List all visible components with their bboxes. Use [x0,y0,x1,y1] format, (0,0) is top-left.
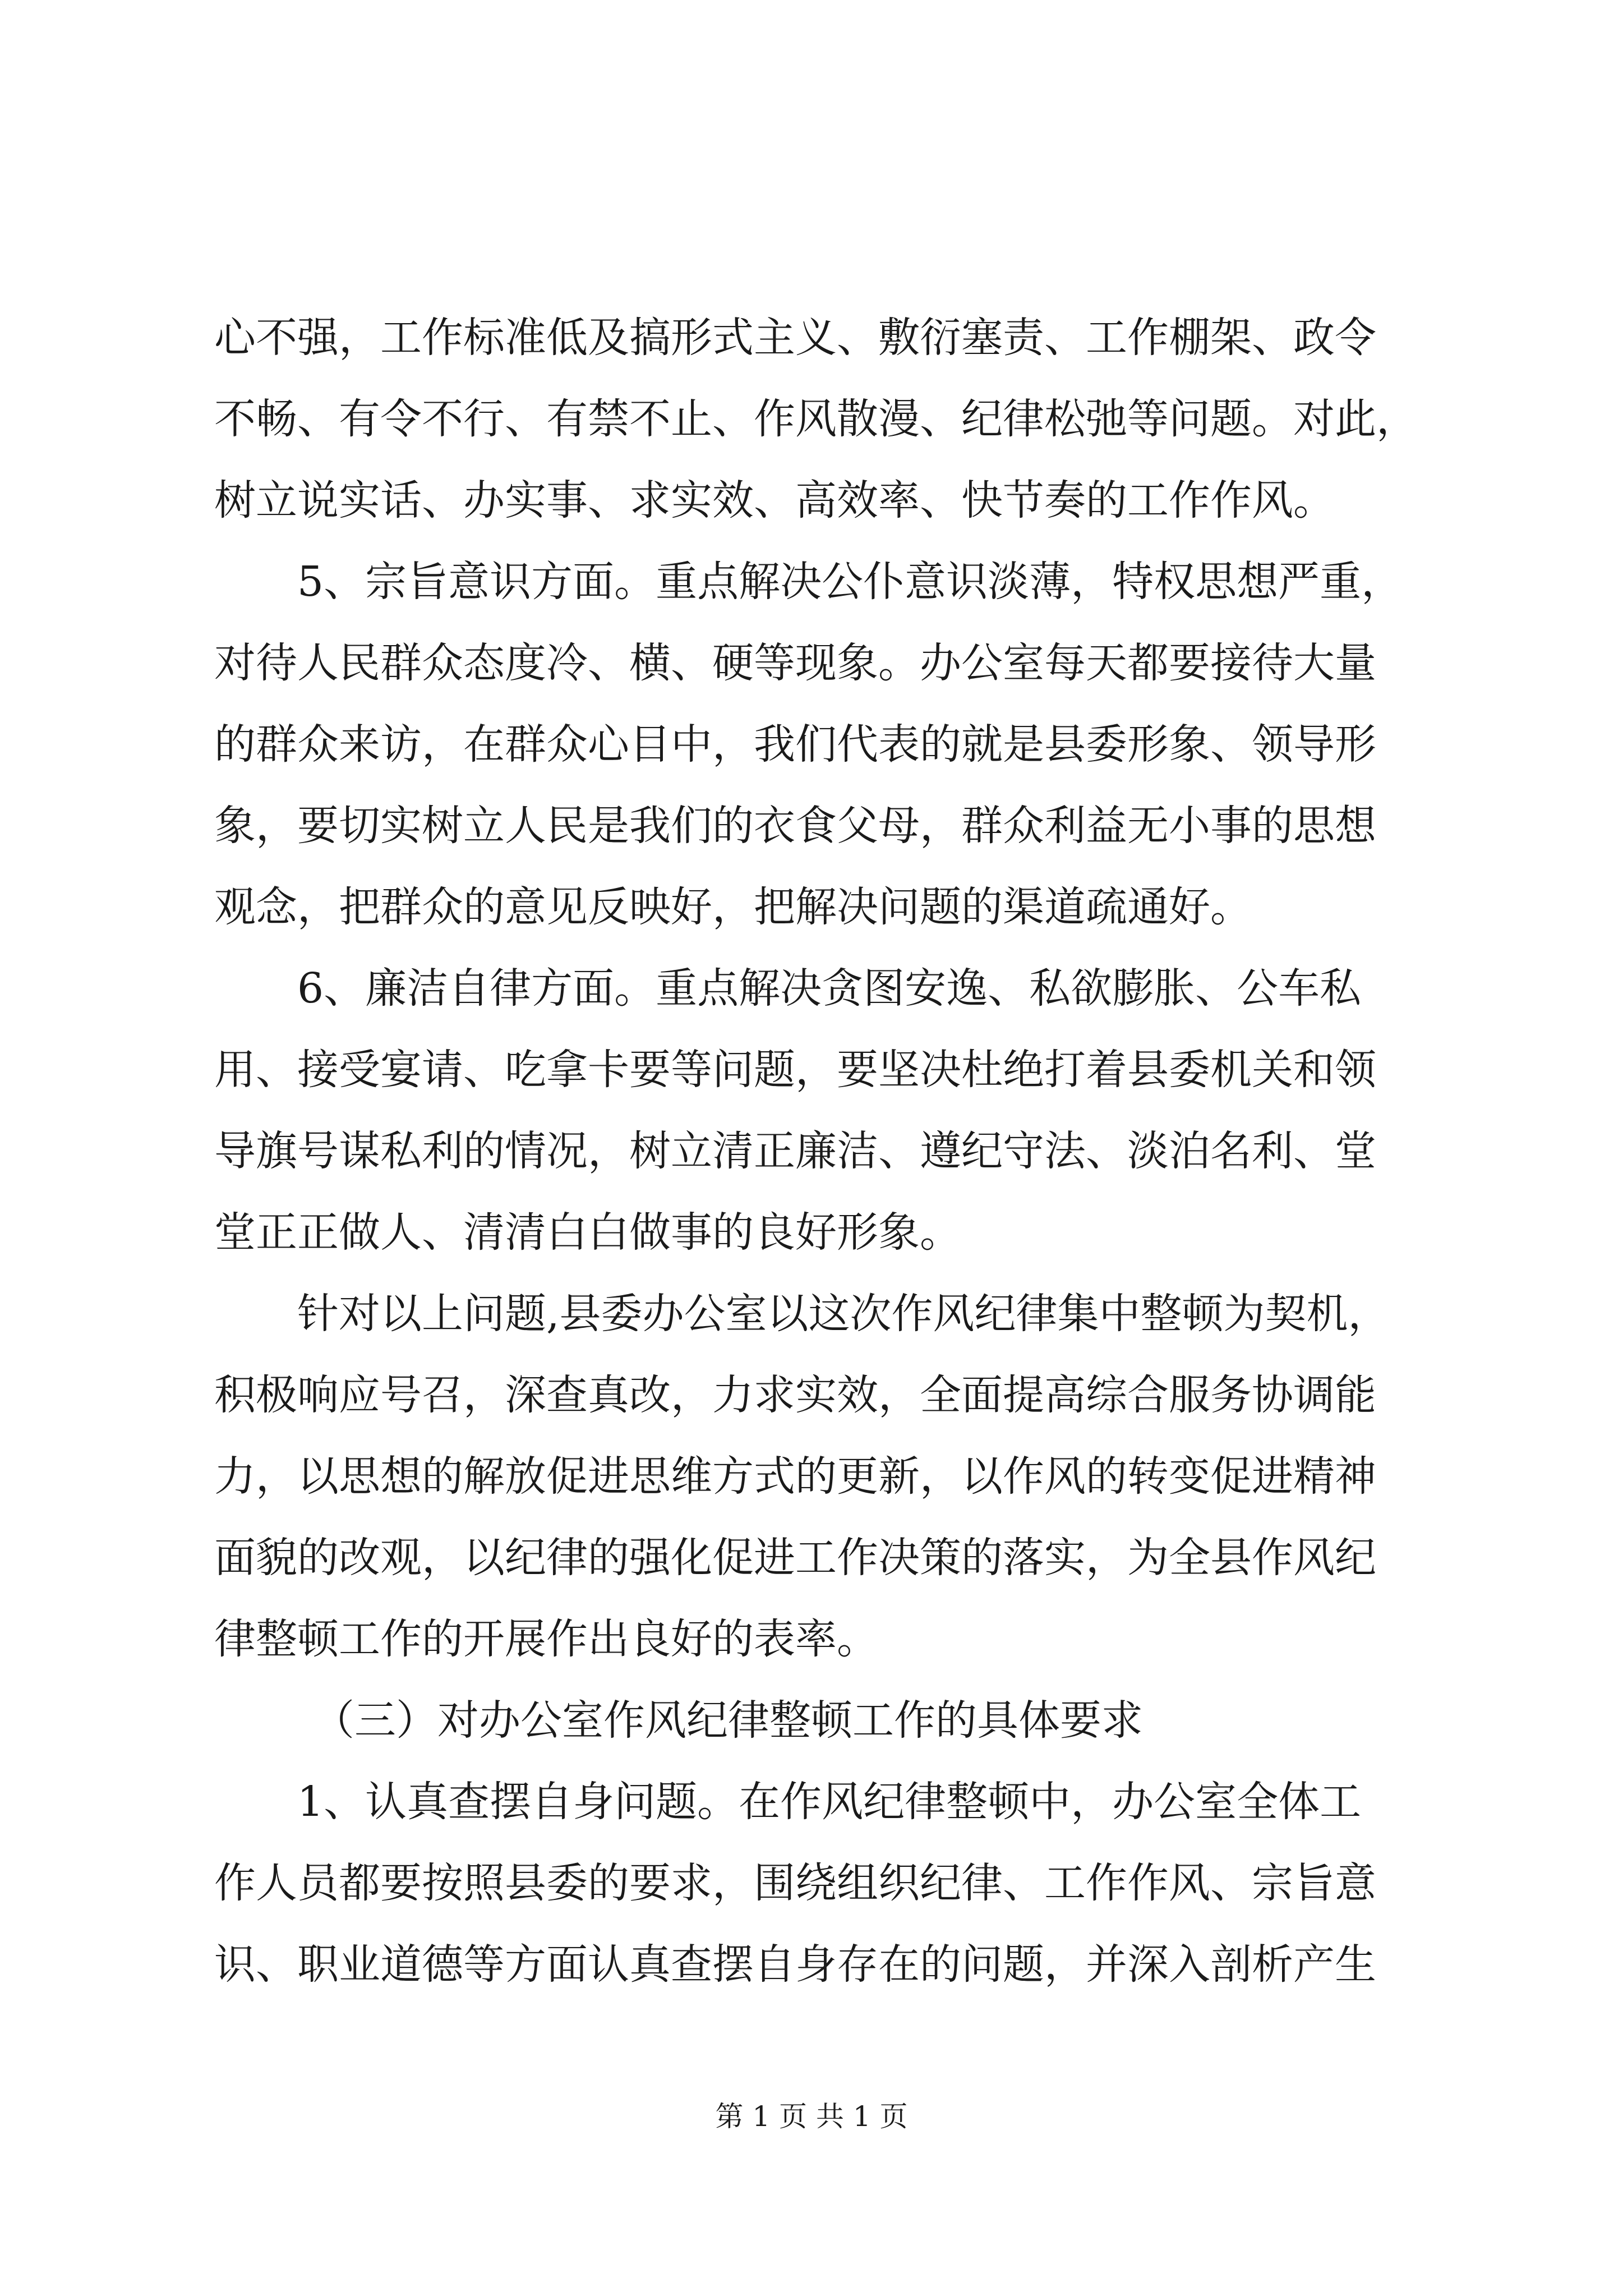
text-line: 的群众来访，在群众心目中，我们代表的就是县委形象、领导形 [214,720,1376,769]
text-line: 力，以思想的解放促进思维方式的更新，以作风的转变促进精神 [214,1452,1376,1501]
text-line: 积极响应号召，深查真改，力求实效，全面提高综合服务协调能 [214,1371,1376,1419]
text-line: 观念，把群众的意见反映好，把解决问题的渠道疏通好。 [214,883,1252,931]
section-heading: （三）对办公室作风纪律整顿工作的具体要求 [313,1696,1143,1745]
text-line: 1、认真查摆自身问题。在作风纪律整顿中，办公室全体工 [297,1778,1362,1826]
text-line: 对待人民群众态度冷、横、硬等现象。办公室每天都要接待大量 [214,639,1376,687]
text-line: 5、宗旨意识方面。重点解决公仆意识淡薄，特权思想严重， [297,558,1403,606]
page-footer [0,2097,1623,2136]
text-line: 堂正正做人、清清白白做事的良好形象。 [214,1208,961,1257]
text-line: 导旗号谋私利的情况，树立清正廉洁、遵纪守法、淡泊名利、堂 [214,1127,1376,1175]
text-line: 识、职业道德等方面认真查摆自身存在的问题，并深入剖析产生 [214,1940,1376,1989]
document-body [214,297,1442,2005]
text-line: 6、廉洁自律方面。重点解决贪图安逸、私欲膨胀、公车私 [297,964,1362,1013]
text-line: 象，要切实树立人民是我们的衣食父母，群众利益无小事的思想 [214,802,1376,850]
text-line: 针对以上问题,县委办公室以这次作风纪律集中整顿为契机， [297,1290,1390,1338]
text-line: 树立说实话、办实事、求实效、高效率、快节奏的工作作风。 [214,476,1335,524]
text-line: 面貌的改观，以纪律的强化促进工作决策的落实，为全县作风纪 [214,1534,1376,1582]
text-line: 不畅、有令不行、有禁不止、作风散漫、纪律松弛等问题。对此， [214,395,1418,443]
text-line: 心不强，工作标准低及搞形式主义、敷衍塞责、工作棚架、政令 [214,314,1376,362]
text-line: 作人员都要按照县委的要求，围绕组织纪律、工作作风、宗旨意 [214,1859,1376,1907]
text-line: 用、接受宴请、吃拿卡要等问题，要坚决杜绝打着县委机关和领 [214,1046,1376,1094]
text-line: 律整顿工作的开展作出良好的表率。 [214,1615,878,1663]
page-number: 第 1 页 共 1 页 [715,2100,908,2133]
